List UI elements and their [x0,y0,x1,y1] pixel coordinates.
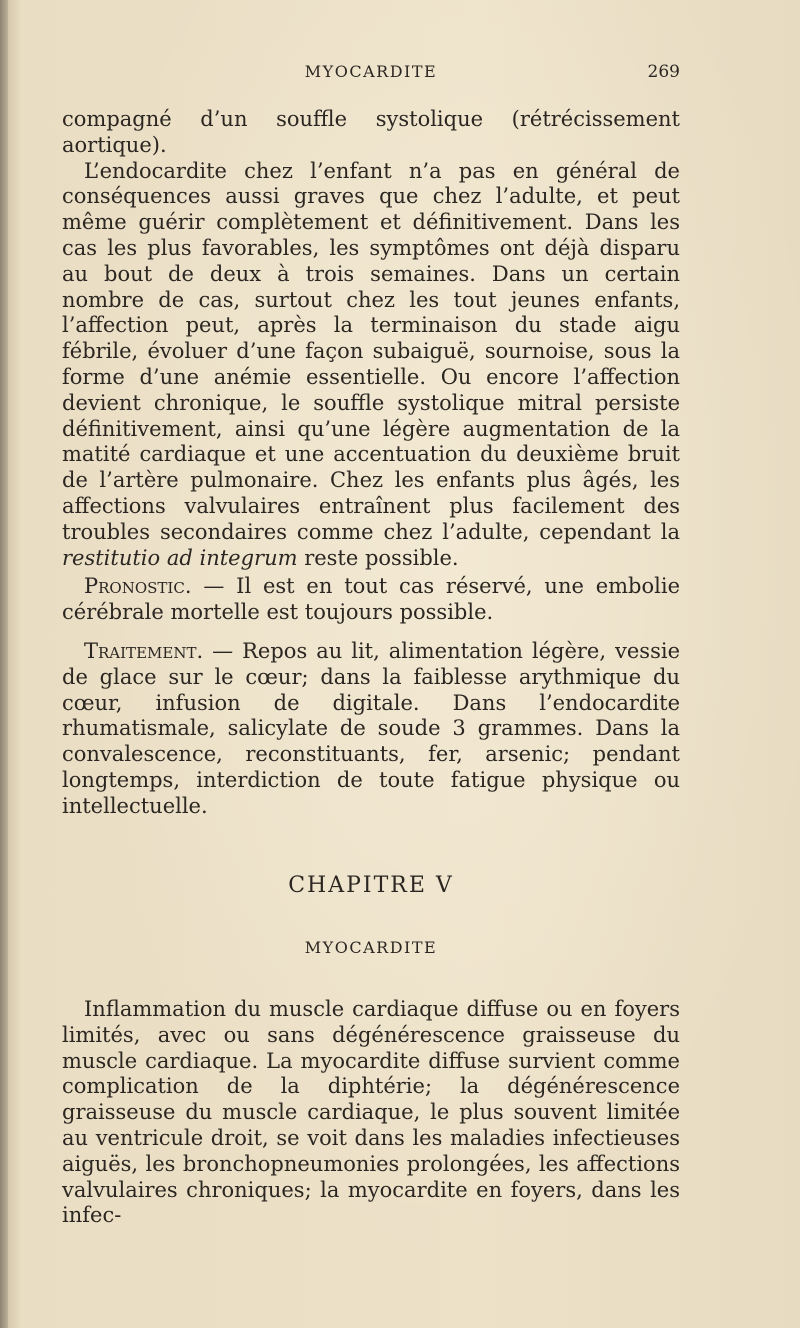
paragraph-pronostic [62,574,680,626]
pronostic-label: Pronostic. [84,574,192,599]
running-title: MYOCARDITE [304,62,438,81]
page-number: 269 [647,62,680,82]
text-block-bottom [62,997,680,1229]
running-header [62,62,680,88]
paragraph-traitement [62,639,680,820]
page-binding-edge [0,0,8,1328]
section-title: MYOCARDITE [304,938,438,957]
pronostic-text: — Il est en tout cas réservé, une embolie cérébrale mortelle est toujours possible. [62,574,680,625]
latin-phrase: restitutio ad integrum [62,545,298,570]
paragraph-continuation: compagné d’un souffle systolique (rétrécissement aortique). [62,107,680,157]
paragraph-myocardite: Inflammation du muscle cardiaque diffuse ou en foyers limités, avec ou sans dégénérescence graisseuse du muscle cardiaque. La myocardite diffuse survient comme complication de la diphtérie; la dégénérescence graisseuse du muscle cardiaque, le plus souvent limitée au ventricule droit, se voit dans les maladies infectieuses aiguës, les bronchopneumonies prolongées, les affections valvulaires chroniques; la myocardite en foyers, dans les infec- [62,997,680,1228]
paragraph-endocardite-end: reste possible. [297,545,459,570]
traitement-text: — Repos au lit, alimentation légère, vessie de glace sur le cœur; dans la faiblesse arythmique du cœur, infusion de digitale. Dans l’endocardite rhumatismale, salicylate de soude 3 grammes. Dans la convalescence, reconstituants, fer, arsenic; pendant longtemps, interdiction de toute fatigue physique ou intellectuelle. [62,638,680,818]
text-block-top [62,107,680,820]
paragraph-endocardite-text: L’endocardite chez l’enfant n’a pas en général de conséquences aussi graves que chez l’adulte, et peut même guérir complètement et définitivement. Dans les cas les plus favorables, les symptômes ont déjà disparu au bout de deux à trois semaines. Dans un certain nombre de cas, surtout chez les tout jeunes enfants, l’affection peut, après la terminaison du stade aigu fébrile, évoluer d’une façon subaiguë, sournoise, sous la forme d’une anémie essentielle. Ou encore l’affection devient chronique, le souffle systolique mitral persiste définitivement, ainsi qu’une légère augmentation de la matité cardiaque et une accentuation du deuxième bruit de l’artère pulmonaire. Chez les enfants plus âgés, les affections valvulaires entraînent plus facilement des troubles secondaires comme chez l’adulte, cependant la [62,158,680,544]
paragraph-endocardite [62,159,680,572]
chapter-title: CHAPITRE V [288,873,454,898]
traitement-label: Traitement. [84,638,204,663]
